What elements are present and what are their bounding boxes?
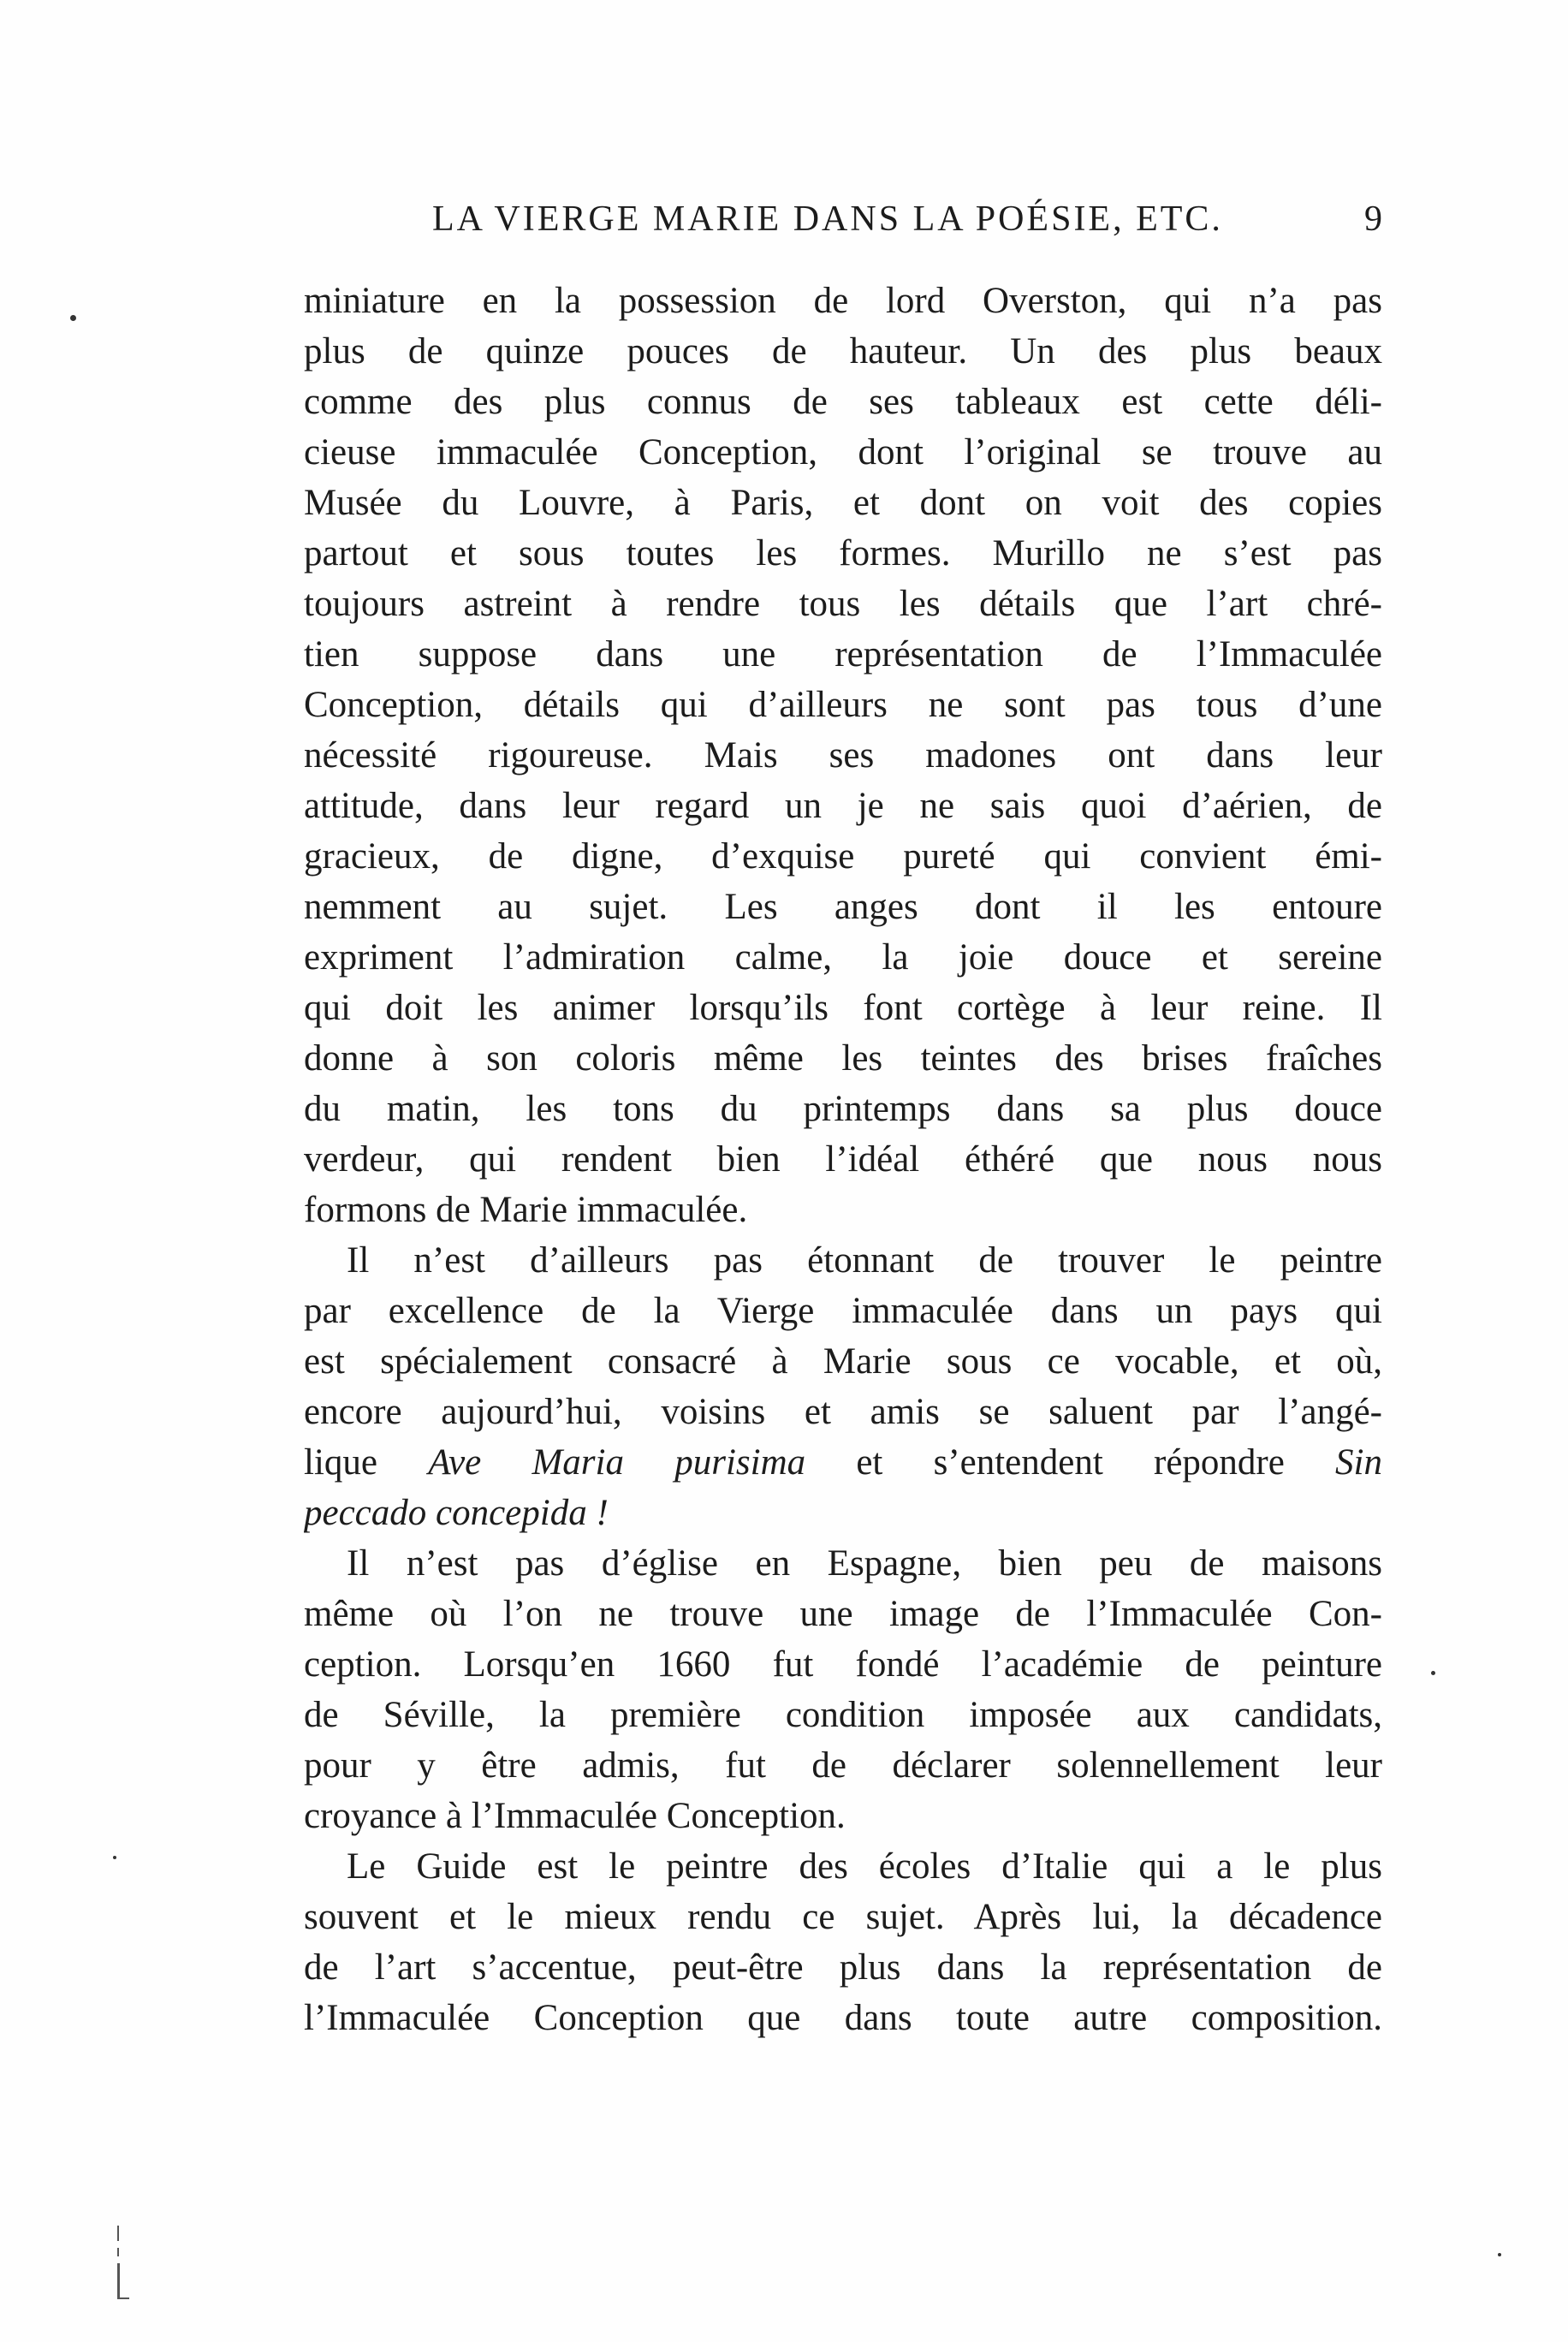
text-line: de l’art s’accentue, peut-être plus dans la représentation de — [304, 1947, 1382, 1988]
text-line: l’Immaculée Conception que dans toute autre composition. — [304, 1998, 1382, 2038]
text-line: même où l’on ne trouve une image de l’Immaculée Con- — [304, 1594, 1382, 1634]
body-text — [304, 276, 1382, 2043]
text-line: par excellence de la Vierge immaculée dans un pays qui — [304, 1291, 1382, 1331]
running-head — [304, 199, 1382, 250]
text-line: est spécialement consacré à Marie sous ce vocable, et où, — [304, 1341, 1382, 1382]
running-title: LA VIERGE MARIE DANS LA POÉSIE, ETC. — [432, 199, 1223, 239]
text-line: qui doit les animer lorsqu’ils font cortège à leur reine. Il — [304, 988, 1382, 1028]
paragraph-3 — [304, 1538, 1382, 1841]
text-line: verdeur, qui rendent bien l’idéal éthéré que nous nous — [304, 1139, 1382, 1180]
text-line: attitude, dans leur regard un je ne sais quoi d’aérien, de — [304, 786, 1382, 826]
paragraph-4 — [304, 1841, 1382, 2043]
page-number: 9 — [1364, 199, 1382, 239]
text-line: nemment au sujet. Les anges dont il les entoure — [304, 887, 1382, 927]
text-line: tien suppose dans une représentation de l’Immaculée — [304, 634, 1382, 675]
text-line: formons de Marie immaculée. — [304, 1190, 748, 1230]
text-line: nécessité rigoureuse. Mais ses madones ont dans leur — [304, 735, 1382, 776]
text-line: partout et sous toutes les formes. Murillo ne s’est pas — [304, 533, 1382, 574]
paragraph-2 — [304, 1235, 1382, 1538]
scan-speck — [70, 315, 76, 321]
scan-speck — [1498, 2253, 1501, 2256]
binding-edge-mark — [113, 2226, 123, 2303]
text-line: Le Guide est le peintre des écoles d’Italie qui a le plus — [347, 1846, 1382, 1887]
text-line: gracieux, de digne, d’exquise pureté qui convient émi- — [304, 836, 1382, 877]
text-line-mixed — [304, 1437, 1382, 1488]
text-line: miniature en la possession de lord Overston, qui n’a pas — [304, 281, 1382, 321]
text-line: Il n’est d’ailleurs pas étonnant de trouver le peintre — [347, 1240, 1382, 1281]
scan-speck — [1431, 1671, 1435, 1675]
text-line: plus de quinze pouces de hauteur. Un des plus beaux — [304, 331, 1382, 372]
text-line: Musée du Louvre, à Paris, et dont on voit des copies — [304, 483, 1382, 523]
paragraph-1 — [304, 276, 1382, 1235]
text-line: donne à son coloris même les teintes des brises fraîches — [304, 1038, 1382, 1079]
text-line: peccado concepida ! — [304, 1493, 609, 1533]
scan-speck — [113, 1856, 116, 1859]
text-line: comme des plus connus de ses tableaux est cette déli- — [304, 382, 1382, 422]
text-run: et s’entendent répondre — [805, 1442, 1336, 1483]
text-line: croyance à l’Immaculée Conception. — [304, 1796, 846, 1836]
text-line: encore aujourd’hui, voisins et amis se saluent par l’angé- — [304, 1392, 1382, 1432]
text-line: de Séville, la première condition imposée aux candidats, — [304, 1695, 1382, 1735]
text-line: souvent et le mieux rendu ce sujet. Après lui, la décadence — [304, 1897, 1382, 1937]
text-line: du matin, les tons du printemps dans sa plus douce — [304, 1089, 1382, 1129]
text-line: expriment l’admiration calme, la joie douce et sereine — [304, 937, 1382, 978]
text-line: pour y être admis, fut de déclarer solennellement leur — [304, 1745, 1382, 1786]
italic-run: Sin — [1335, 1442, 1382, 1483]
italic-run: Ave Maria purisima — [428, 1442, 806, 1483]
text-line: toujours astreint à rendre tous les détails que l’art chré- — [304, 584, 1382, 624]
text-line: Il n’est pas d’église en Espagne, bien peu de maisons — [347, 1543, 1382, 1584]
text-line: cieuse immaculée Conception, dont l’original se trouve au — [304, 432, 1382, 473]
text-line: Conception, détails qui d’ailleurs ne sont pas tous d’une — [304, 685, 1382, 725]
text-line: ception. Lorsqu’en 1660 fut fondé l’académie de peinture — [304, 1644, 1382, 1685]
text-run: lique — [304, 1442, 429, 1483]
